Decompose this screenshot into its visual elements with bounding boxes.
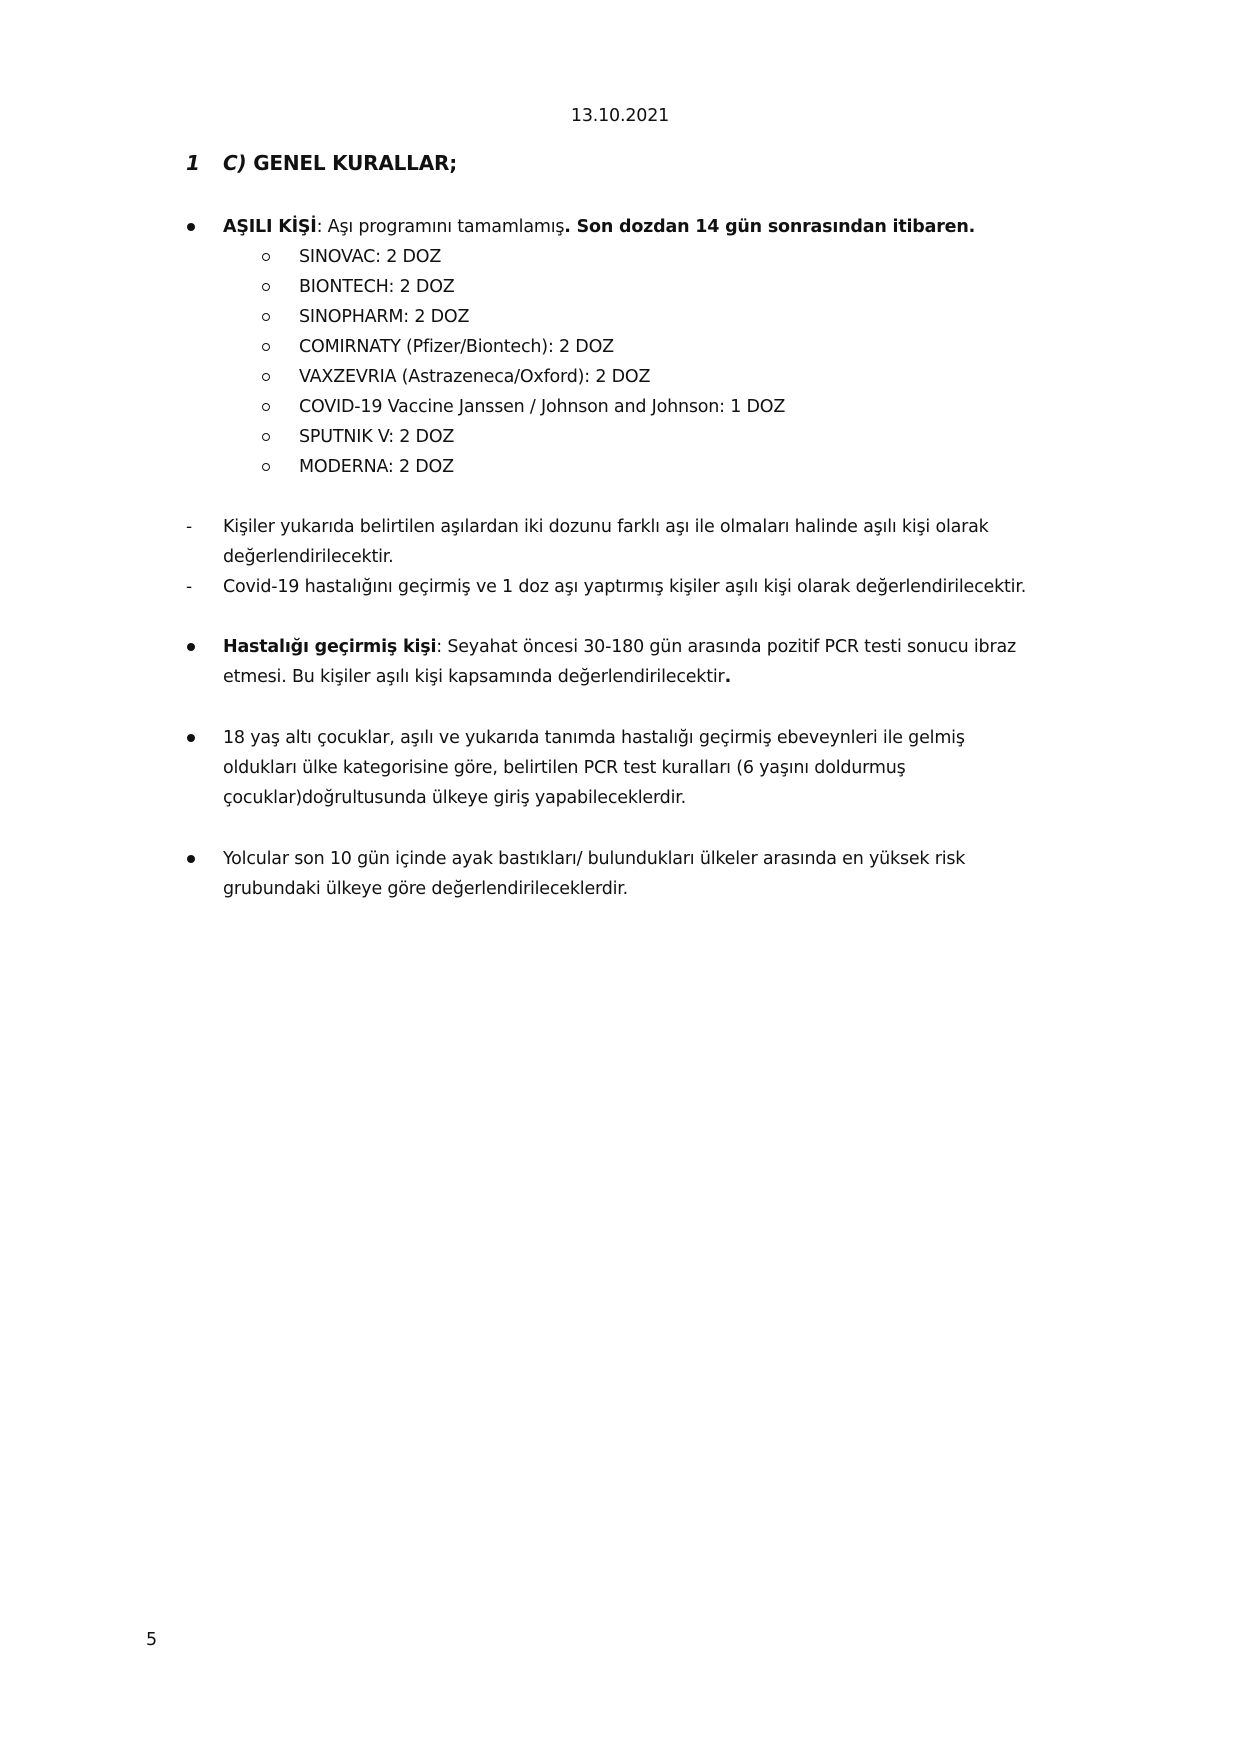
bullet-icon [187, 223, 195, 231]
page-number: 5 [146, 1630, 157, 1650]
children-line: 18 yaş altı çocuklar, aşılı ve yukarıda tanımda hastalığı geçirmiş ebeveynleri ile gelmiş [223, 728, 965, 748]
travellers-line: Yolcular son 10 gün içinde ayak bastıkları/ bulundukları ülkeler arasında en yüksek risk [223, 849, 966, 869]
document-date: 13.10.2021 [570, 106, 670, 126]
bullet-icon [187, 855, 195, 863]
note-line: Kişiler yukarıda belirtilen aşılardan iki dozunu farklı aşı ile olmaları halinde aşılı kişi olarak [223, 517, 989, 537]
dash-marker: - [186, 577, 192, 597]
circle-bullet-icon [262, 253, 270, 261]
note-line: değerlendirilecektir. [223, 547, 394, 567]
note-line: Covid-19 hastalığını geçirmiş ve 1 doz aşı yaptırmış kişiler aşılı kişi olarak değerlendirilecektir. [223, 577, 1027, 597]
circle-bullet-icon [262, 403, 270, 411]
section-letter: C) [223, 151, 247, 175]
recovered-line-2 [223, 662, 731, 692]
circle-bullet-icon [262, 313, 270, 321]
vaccinated-term: AŞILI KİŞİ [223, 217, 317, 237]
children-line: oldukları ülke kategorisine göre, belirtilen PCR test kuralları (6 yaşını doldurmuş [223, 758, 906, 778]
recovered-term: Hastalığı geçirmiş kişi [223, 637, 437, 657]
recovered-text: : Seyahat öncesi 30-180 gün arasında pozitif PCR testi sonucu ibraz [436, 637, 1016, 657]
vaccine-item: VAXZEVRIA (Astrazeneca/Oxford): 2 DOZ [299, 367, 651, 387]
vaccinated-bold-tail: . Son dozdan 14 gün sonrasından itibaren. [564, 217, 976, 237]
vaccinated-text: Aşı programını tamamlamış [322, 217, 565, 237]
circle-bullet-icon [262, 343, 270, 351]
vaccine-item: COVID-19 Vaccine Janssen / Johnson and Johnson: 1 DOZ [299, 397, 786, 417]
vaccine-item: MODERNA: 2 DOZ [299, 457, 454, 477]
vaccine-item: SINOVAC: 2 DOZ [299, 247, 442, 267]
section-title: GENEL KURALLAR; [253, 151, 458, 175]
circle-bullet-icon [262, 373, 270, 381]
children-line: çocuklar)doğrultusunda ülkeye giriş yapabileceklerdir. [223, 788, 686, 808]
dash-marker: - [186, 517, 192, 537]
bullet-icon [187, 643, 195, 651]
vaccinated-definition [223, 212, 975, 242]
recovered-period: . [724, 667, 732, 687]
section-title-wrap [223, 148, 457, 178]
vaccine-item: BIONTECH: 2 DOZ [299, 277, 455, 297]
vaccine-item: SINOPHARM: 2 DOZ [299, 307, 470, 327]
circle-bullet-icon [262, 283, 270, 291]
recovered-text-2: etmesi. Bu kişiler aşılı kişi kapsamında değerlendirilecektir [223, 667, 725, 687]
colon: : [316, 217, 323, 237]
circle-bullet-icon [262, 463, 270, 471]
section-number: 1 [186, 151, 200, 175]
recovered-line-1 [223, 632, 1016, 662]
travellers-line: grubundaki ülkeye göre değerlendirileceklerdir. [223, 879, 629, 899]
circle-bullet-icon [262, 433, 270, 441]
bullet-icon [187, 734, 195, 742]
vaccine-item: SPUTNIK V: 2 DOZ [299, 427, 455, 447]
vaccine-item: COMIRNATY (Pfizer/Biontech): 2 DOZ [299, 337, 614, 357]
